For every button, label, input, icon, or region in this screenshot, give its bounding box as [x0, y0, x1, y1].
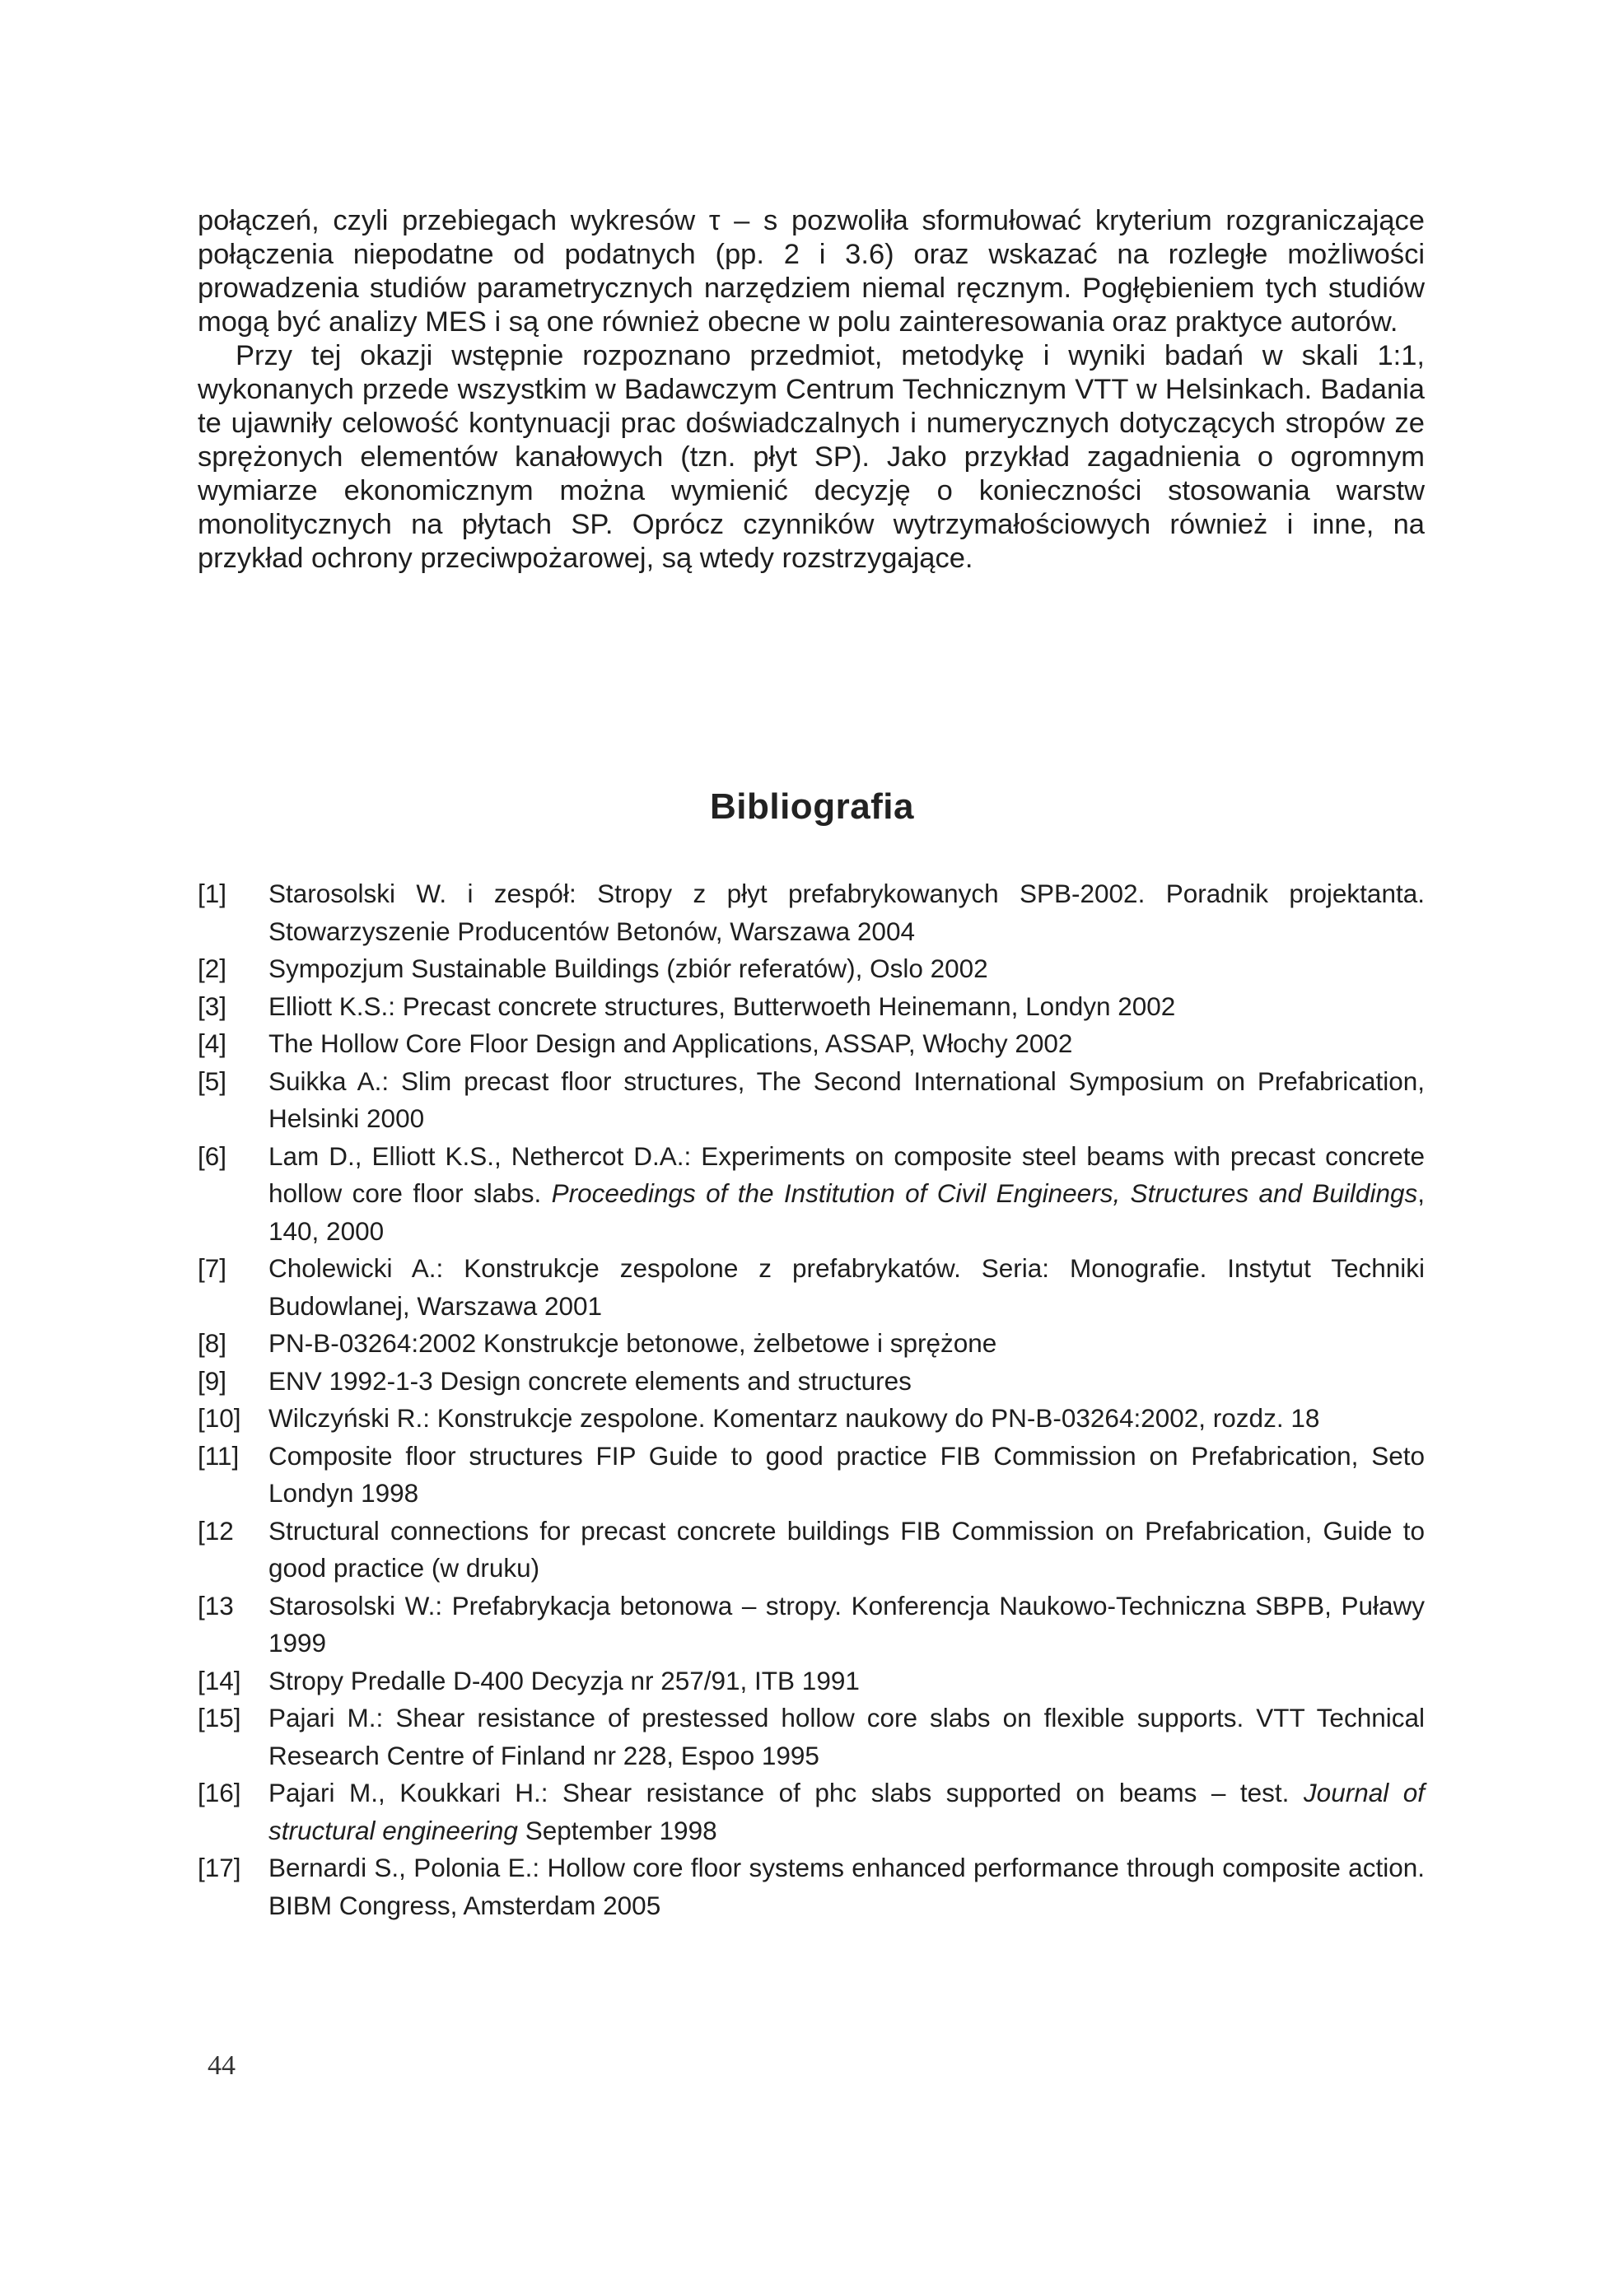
entry-number: [12: [198, 1515, 234, 1546]
entry-text: [268, 1774, 1425, 1849]
bibliography-entry: [198, 950, 1425, 988]
entry-text: Composite floor structures FIP Guide to good practice FIB Commission on Prefabrication, Seto Londyn 1998: [268, 1440, 1425, 1508]
bibliography-entry: [198, 1063, 1425, 1138]
paragraph: Przy tej okazji wstępnie rozpoznano przedmiot, metodykę i wyniki badań w skali 1:1, wykonanych przede wszystkim w Badawczym Centrum Technicznym VTT w Helsinkach. Badania te ujawniły celowość kontynuacji prac doświadczalnych i numerycznych dotyczących stropów ze sprężonych elementów kanałowych (tzn. płyt SP). Jako przykład zagadnienia o ogromnym wymiarze ekonomicznym można wymienić decyzję o konieczności stosowania warstw monolitycznych na płytach SP. Oprócz czynników wytrzymałościowych również i inne, na przykład ochrony przeciwpożarowej, są wtedy rozstrzygające.: [198, 340, 1425, 574]
entry-number: [3]: [198, 991, 227, 1021]
entry-number: [5]: [198, 1066, 227, 1096]
bibliography-entry: [198, 1025, 1425, 1063]
entry-text: Starosolski W. i zespół: Stropy z płyt prefabrykowanych SPB-2002. Poradnik projektanta. Stowarzyszenie Producentów Betonów, Warszawa 2004: [268, 879, 1425, 946]
entry-number: [1]: [198, 879, 227, 908]
entry-number: [16]: [198, 1778, 241, 1807]
entry-text: Pajari M.: Shear resistance of prestessed hollow core slabs on flexible supports. VTT Technical Research Centre of Finland nr 228, Espoo 1995: [268, 1703, 1425, 1770]
entry-journal-title: Journal of structural engineering: [268, 1778, 1425, 1845]
entry-number: [7]: [198, 1253, 227, 1283]
entry-number: [13: [198, 1590, 234, 1620]
entry-number: [15]: [198, 1703, 241, 1732]
bibliography-entry: [198, 1662, 1425, 1700]
entry-number: [10]: [198, 1403, 241, 1433]
bibliography-list: [198, 875, 1425, 1924]
entry-text: Suikka A.: Slim precast floor structures, The Second International Symposium on Prefabrication, Helsinki 2000: [268, 1066, 1425, 1133]
entry-number: [17]: [198, 1853, 241, 1882]
entry-text: The Hollow Core Floor Design and Applications, ASSAP, Włochy 2002: [268, 1028, 1073, 1058]
entry-text: Cholewicki A.: Konstrukcje zespolone z prefabrykatów. Seria: Monografie. Instytut Techniki Budowlanej, Warszawa 2001: [268, 1253, 1425, 1321]
bibliography-entry: [198, 1849, 1425, 1924]
entry-journal-title: Proceedings of the Institution of Civil Engineers, Structures and Buildings: [551, 1178, 1418, 1208]
entry-text: Sympozjum Sustainable Buildings (zbiór referatów), Oslo 2002: [268, 954, 988, 983]
entry-text-end: , 140, 2000: [268, 1178, 1425, 1246]
entry-text: Wilczyński R.: Konstrukcje zespolone. Komentarz naukowy do PN-B-03264:2002, rozdz. 18: [268, 1403, 1320, 1433]
entry-text: Starosolski W.: Prefabrykacja betonowa – stropy. Konferencja Naukowo-Techniczna SBPB, Puławy 1999: [268, 1590, 1425, 1658]
bibliography-entry: [198, 1325, 1425, 1363]
bibliography-entry: [198, 1438, 1425, 1513]
entry-text: ENV 1992-1-3 Design concrete elements and structures: [268, 1365, 912, 1396]
bibliography-entry: [198, 1588, 1425, 1662]
entry-text: PN-B-03264:2002 Konstrukcje betonowe, żelbetowe i sprężone: [268, 1328, 997, 1358]
bibliography-entry: [198, 1700, 1425, 1774]
entry-number: [8]: [198, 1328, 227, 1358]
entry-text: Stropy Predalle D-400 Decyzja nr 257/91, ITB 1991: [268, 1665, 860, 1695]
entry-number: [14]: [198, 1665, 241, 1695]
entry-text-end: September 1998: [517, 1815, 717, 1845]
entry-number: [2]: [198, 954, 227, 983]
bibliography-entry: [198, 1513, 1425, 1588]
bibliography-entry: [198, 875, 1425, 950]
entry-text-start: Lam D., Elliott K.S., Nethercot D.A.: Experiments on composite steel beams with precast concrete hollow core floor slabs.: [268, 1140, 1425, 1208]
bibliography-entry: [198, 1363, 1425, 1401]
entry-number: [9]: [198, 1365, 227, 1396]
entry-text: Bernardi S., Polonia E.: Hollow core floor systems enhanced performance through composite action. BIBM Congress, Amsterdam 2005: [268, 1853, 1425, 1920]
bibliography-entry: [198, 1250, 1425, 1325]
entry-number: [11]: [198, 1440, 240, 1471]
bibliography-entry: [198, 1400, 1425, 1438]
entry-text: Elliott K.S.: Precast concrete structures, Butterwoeth Heinemann, Londyn 2002: [268, 991, 1176, 1021]
bibliography-entry: [198, 1138, 1425, 1251]
body-text: [198, 204, 1425, 576]
entry-text: [268, 1138, 1425, 1251]
section-heading: Bibliografia: [709, 786, 915, 827]
entry-number: [6]: [198, 1140, 227, 1171]
entry-text: Structural connections for precast concrete buildings FIB Commission on Prefabrication, Guide to good practice (w druku): [268, 1515, 1425, 1583]
entry-text-start: Pajari M., Koukkari H.: Shear resistance of phc slabs supported on beams – test.: [268, 1778, 1304, 1807]
bibliography-entry: [198, 988, 1425, 1026]
bibliography-entry: [198, 1774, 1425, 1849]
paragraph: połączeń, czyli przebiegach wykresów τ – s pozwoliła sformułować kryterium rozgraniczające połączenia niepodatne od podatnych (pp. 2 i 3.6) oraz wskazać na rozległe możliwości prowadzenia studiów parametrycznych narzędziem niemal ręcznym. Pogłębieniem tych studiów mogą być analizy MES i są one również obecne w polu zainteresowania oraz praktyce autorów.: [198, 205, 1425, 338]
page-number: 44: [208, 2050, 236, 2081]
entry-number: [4]: [198, 1028, 227, 1058]
